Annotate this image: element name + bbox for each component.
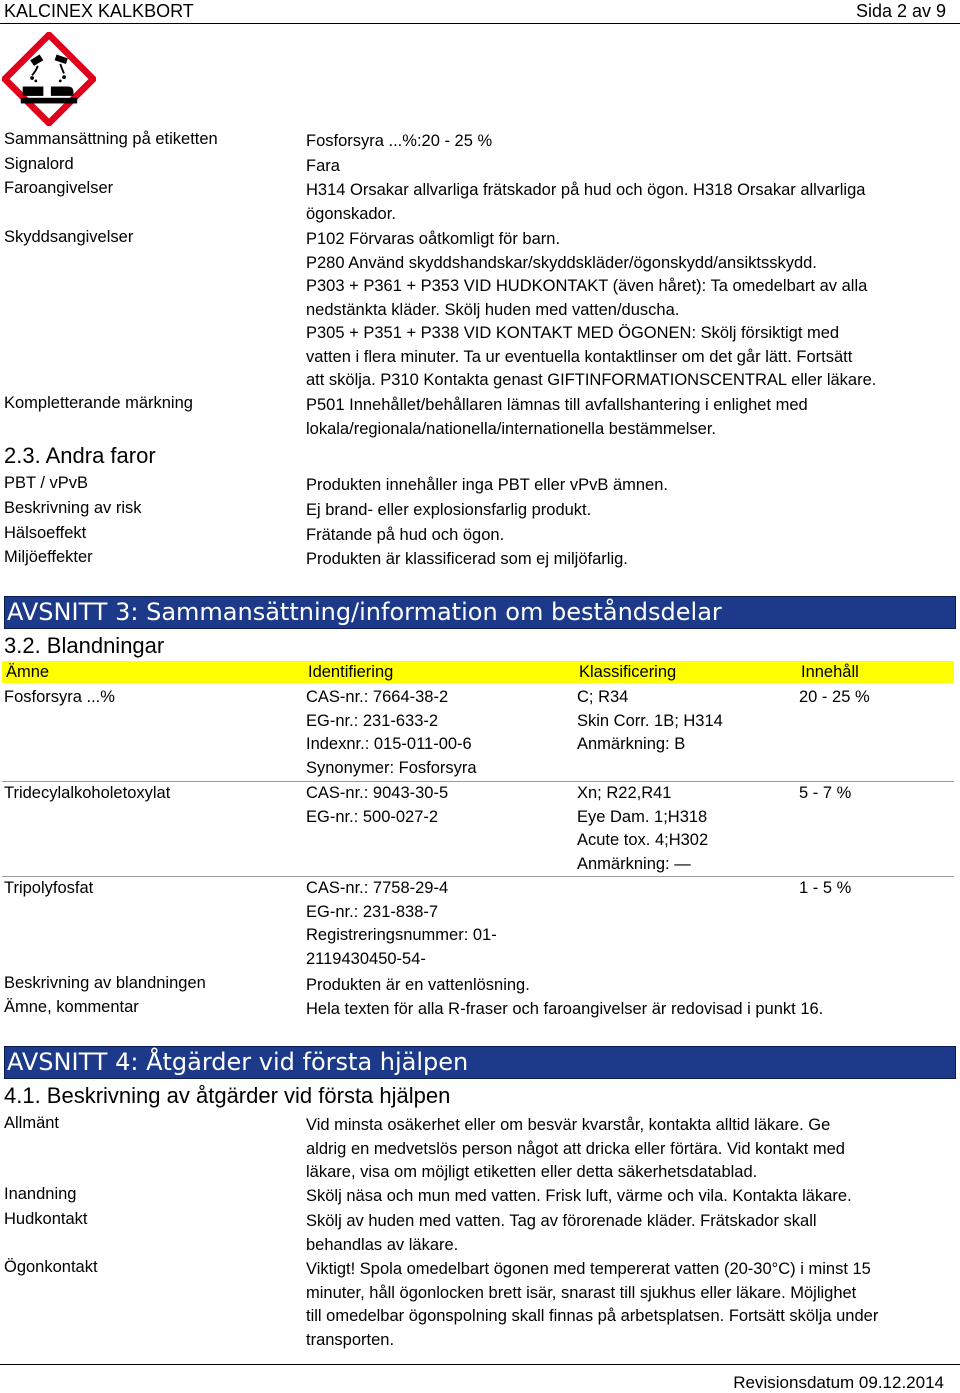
section-4-bar [4,1046,956,1079]
substance-name: Fosforsyra ...% [4,688,115,706]
classification-line: Xn; R22,R41 [577,784,672,802]
value-composition [306,130,916,154]
value-line: H314 Orsakar allvarliga frätskador på hud och ögon. H318 Orsakar allvarliga [306,181,866,199]
value-signal-word [306,155,916,179]
substance-comment-label: Ämne, kommentar [4,998,139,1016]
header-divider [0,23,960,24]
value-line: till omedelbar ögonspolning skall finnas på arbetsplatsen. Fortsätt skölja under [306,1307,879,1325]
column-header-classification: Klassificering [579,663,677,681]
subsection-heading-first-aid: 4.1. Beskrivning av åtgärder vid första hjälpen [4,1083,451,1108]
value-line: Fosforsyra ...%:20 - 25 % [306,132,493,150]
value-line: att skölja. P310 Kontakta genast GIFTINFORMATIONSCENTRAL eller läkare. [306,371,877,389]
value-line: P280 Använd skyddshandskar/skyddskläder/ögonskydd/ansiktsskydd. [306,253,817,272]
subsection-heading-mixtures: 3.2. Blandningar [4,633,165,658]
substance-ids [306,782,448,829]
label-supplementary: Kompletterande märkning [4,394,193,412]
value-precautionary-statements [306,228,916,393]
table-row [0,877,960,973]
classification-line: Anmärkning: — [577,854,691,873]
value-line: Skölj av huden med vatten. Tag av förorenade kläder. Frätskador skall [306,1212,817,1230]
value-line: minuter, håll ögonlocken brett isär, snarast till sjukhus eller läkare. Möjlighet [306,1283,857,1302]
table-row [0,782,960,878]
first-aid-value [306,1258,916,1352]
id-line: EG-nr.: 231-633-2 [306,711,439,730]
id-line: 2119430450-54- [306,949,426,968]
label-composition: Sammansättning på etiketten [4,130,218,148]
value-line: Skölj näsa och mun med vatten. Frisk luft, värme och vila. Kontakta läkare. [306,1187,852,1205]
page-number: Sida 2 av 9 [855,1,946,21]
value-line: behandlas av läkare. [306,1235,459,1254]
value-line: P501 Innehållet/behållaren lämnas till avfallshantering i enlighet med [306,396,808,414]
substance-name: Tridecylalkoholetoxylat [4,784,171,802]
value-line: P305 + P351 + P338 VID KONTAKT MED ÖGONEN: Skölj försiktigt med [306,324,840,342]
first-aid-value [306,1210,916,1257]
substance-ids [306,686,477,780]
hazard-label: Beskrivning av risk [4,499,142,517]
section-3-bar [4,596,956,629]
first-aid-label: Ögonkontakt [4,1258,98,1276]
table-row [0,686,960,782]
revision-date: Revisionsdatum 09.12.2014 [733,1373,944,1392]
id-line: Registreringsnummer: 01- [306,926,497,944]
value-supplementary [306,394,916,441]
value-line: transporten. [306,1330,395,1349]
classification-line: Skin Corr. 1B; H314 [577,711,723,730]
first-aid-label: Inandning [4,1185,77,1203]
column-header-content: Innehåll [801,663,859,681]
section-4-title: AVSNITT 4: Åtgärder vid första hjälpen [7,1048,469,1076]
id-line: EG-nr.: 500-027-2 [306,807,439,826]
mixture-description-value: Produkten är en vattenlösning. [306,976,530,994]
hazard-label: Hälsoeffekt [4,524,87,542]
id-line: EG-nr.: 231-838-7 [306,902,439,921]
id-line: CAS-nr.: 9043-30-5 [306,784,449,802]
classification-line: Anmärkning: B [577,735,686,753]
substance-classification [577,782,708,876]
document-product-name: KALCINEX KALKBORT [4,1,194,21]
classification-line: C; R34 [577,688,629,706]
value-line: P303 + P361 + P353 VID HUDKONTAKT (även håret): Ta omedelbart av alla [306,277,868,295]
label-precautionary-statements: Skyddsangivelser [4,228,134,246]
substance-classification [577,686,723,757]
mixture-description-label: Beskrivning av blandningen [4,974,206,992]
column-header-identification: Identifiering [308,663,394,681]
column-header-substance: Ämne [6,663,50,681]
substance-content: 20 - 25 % [799,688,870,706]
substance-comment-value: Hela texten för alla R-fraser och faroangivelser är redovisad i punkt 16. [306,1000,824,1018]
subsection-heading-other-hazards: 2.3. Andra faror [4,443,156,468]
id-line: Indexnr.: 015-011-00-6 [306,735,472,753]
value-line: ögonskador. [306,204,396,223]
substance-content: 1 - 5 % [799,879,852,897]
classification-line: Acute tox. 4;H302 [577,831,709,849]
ghs05-corrosion-icon [2,32,96,126]
hazard-value: Produkten innehåller inga PBT eller vPvB ämnen. [306,476,668,494]
hazard-label: Miljöeffekter [4,548,93,566]
value-line: Vid minsta osäkerhet eller om besvär kvarstår, kontakta alltid läkare. Ge [306,1116,831,1134]
value-line: P102 Förvaras oåtkomligt för barn. [306,230,561,248]
id-line: Synonymer: Fosforsyra [306,758,477,777]
id-line: CAS-nr.: 7664-38-2 [306,688,449,706]
hazard-value: Ej brand- eller explosionsfarlig produkt. [306,501,592,519]
footer-divider [0,1364,960,1365]
substance-content: 5 - 7 % [799,784,852,802]
hazard-value: Produkten är klassificerad som ej miljöfarlig. [306,550,628,568]
hazard-label: PBT / vPvB [4,474,89,492]
value-line: Fara [306,157,340,175]
label-signal-word: Signalord [4,155,74,173]
id-line: CAS-nr.: 7758-29-4 [306,879,449,897]
label-hazard-statements: Faroangivelser [4,179,114,197]
first-aid-value [306,1185,916,1209]
substance-name: Tripolyfosfat [4,879,94,897]
classification-line: Eye Dam. 1;H318 [577,807,708,826]
value-hazard-statements [306,179,916,226]
first-aid-label: Hudkontakt [4,1210,88,1228]
hazard-value: Frätande på hud och ögon. [306,526,505,544]
value-line: lokala/regionala/nationella/internationella bestämmelser. [306,419,717,438]
value-line: aldrig en medvetslös person något att dricka eller förtära. Vid kontakt med [306,1139,845,1158]
value-line: vatten i flera minuter. Ta ur eventuella kontaktlinser om det går lätt. Fortsätt [306,347,853,366]
composition-table-header [2,661,954,683]
substance-ids [306,877,497,971]
value-line: nedstänkta kläder. Skölj huden med vatten/duscha. [306,300,680,319]
value-line: läkare, visa om möjligt etiketten eller detta säkerhetsdatablad. [306,1163,758,1181]
first-aid-label: Allmänt [4,1114,60,1132]
first-aid-value [306,1114,916,1185]
value-line: Viktigt! Spola omedelbart ögonen med tempererat vatten (20-30°C) i minst 15 [306,1260,871,1278]
section-3-title: AVSNITT 3: Sammansättning/information om beståndsdelar [7,598,722,626]
